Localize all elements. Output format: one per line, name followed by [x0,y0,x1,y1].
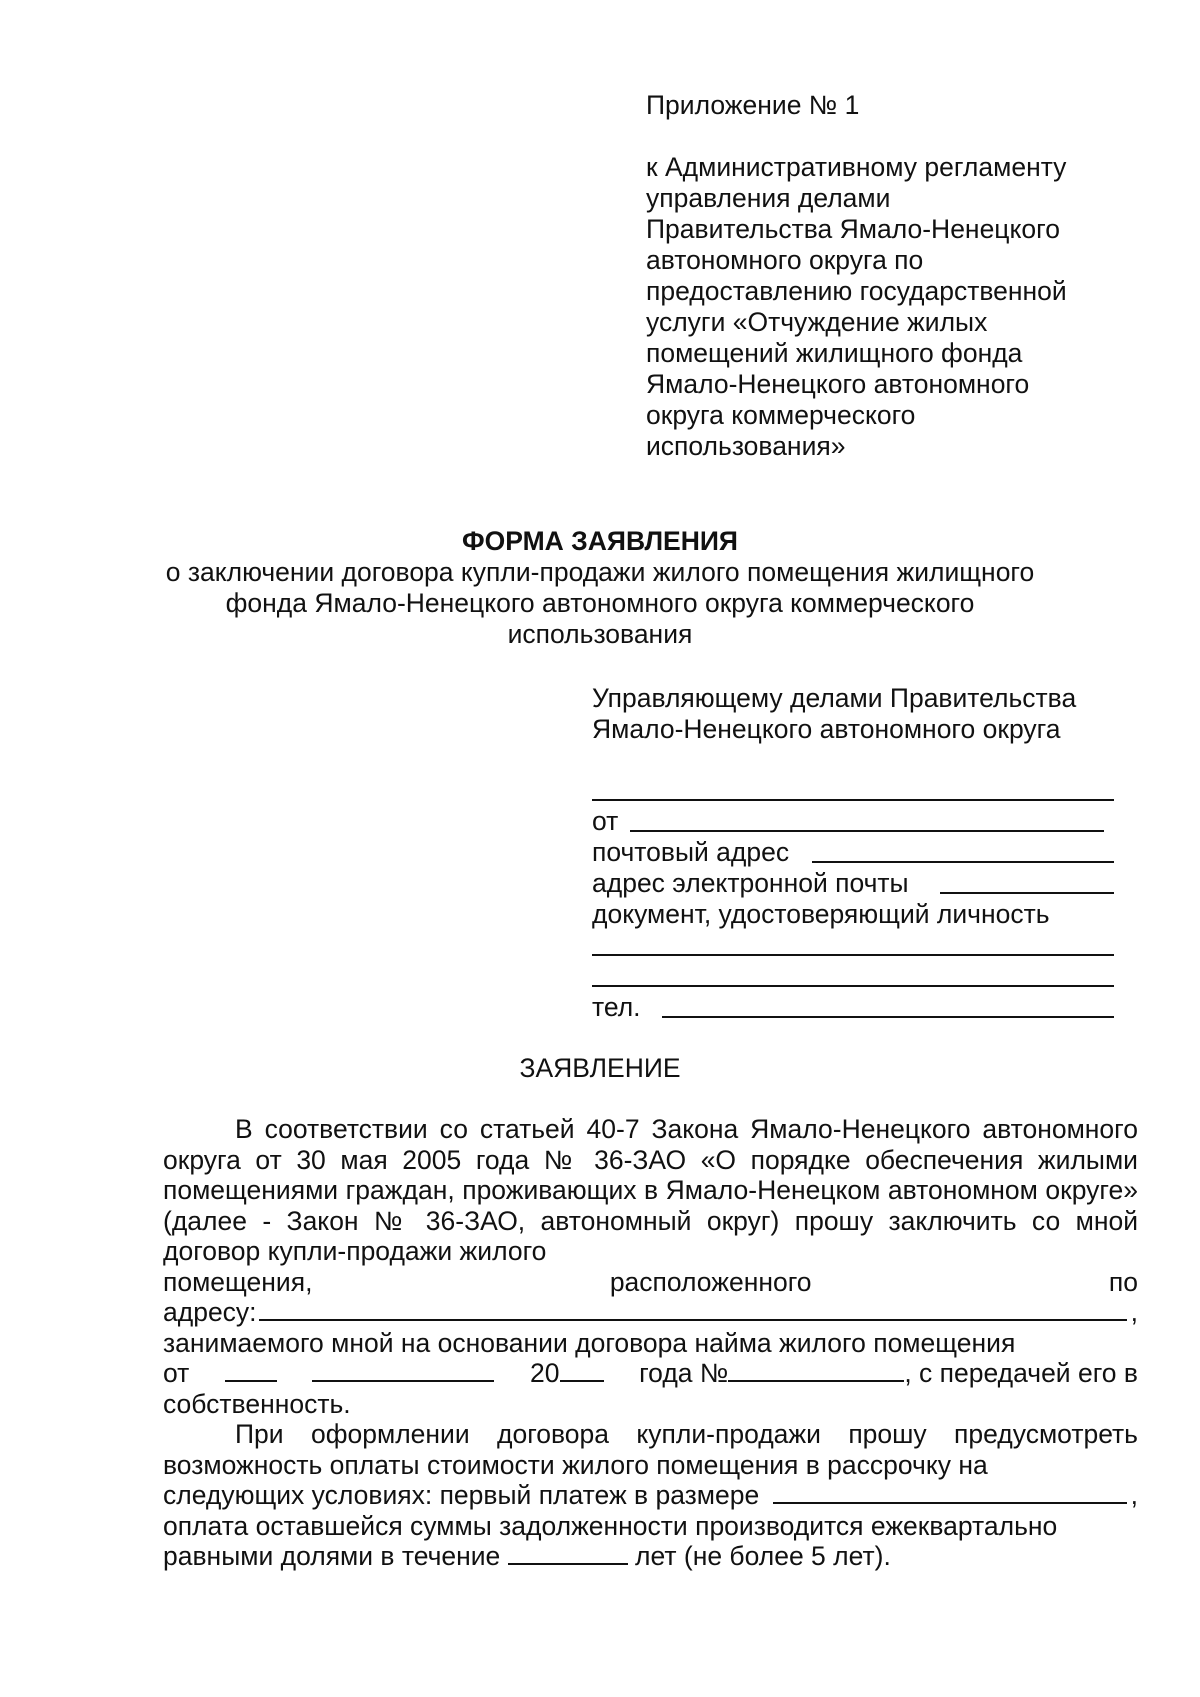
first-payment-label: следующих условиях: первый платеж в размере [163,1480,760,1510]
ownership-line: собственность. [163,1388,351,1419]
address-label: адресу: [163,1297,257,1327]
term-suffix: лет (не более 5 лет). [635,1541,891,1571]
appendix-line: услуги «Отчуждение жилых [646,307,988,337]
email-label: адрес электронной почты [592,868,909,898]
from-label: от [592,806,619,836]
appendix-line: автономного округа по [646,245,924,275]
address-underline[interactable] [259,1297,1127,1321]
appendix-line: использования» [646,431,846,461]
contract-date-line [163,1358,1138,1389]
day-underline[interactable] [225,1358,277,1382]
from-row [592,806,1112,837]
id-doc-line-row [592,961,1112,992]
word: расположенного [609,1266,812,1297]
year-word: года № [639,1358,729,1388]
blank-underline[interactable] [592,799,1114,801]
blank-line-row [592,775,1112,806]
form-subtitle-line: о заключении договора купли-продажи жилого помещения жилищного [165,557,1035,587]
word: помещения, [163,1266,313,1297]
transfer-text: , с передачей его в [904,1358,1138,1388]
paragraph-1-last-words [163,1267,1138,1298]
phone-underline[interactable] [662,1016,1114,1018]
paragraph-1-text: В соответствии со статьей 40-7 Закона Ямало-Ненецкого автономного округа от 30 мая 2005 года № 36-ЗАО «О порядке обеспечения жилыми помещениями граждан, проживающих в Ямало-Ненецком автономном округе» (далее - Закон № 36-ЗАО, автономный округ) прошу заключить со мной договор купли-продажи жилого [163,1114,1138,1266]
appendix-line: округа коммерческого [646,400,916,430]
id-doc-underline[interactable] [592,985,1114,987]
phone-label: тел. [592,992,641,1022]
year-number-group [639,1358,1138,1389]
appendix-line: помещений жилищного фонда [646,338,1023,368]
form-title-block [150,526,1050,650]
appendix-line: Ямало-Ненецкого автономного [646,369,1030,399]
first-payment-end: , [1130,1480,1138,1510]
id-doc-label: документ, удостоверяющий личность [592,899,1050,929]
appendix-line: Правительства Ямало-Ненецкого [646,214,1060,244]
postal-underline[interactable] [812,861,1114,863]
form-subtitle-line: фонда Ямало-Ненецкого автономного округа коммерческого [225,588,975,618]
month-underline[interactable] [312,1358,494,1382]
term-line [163,1541,1138,1572]
remaining-payment-line: оплата оставшейся суммы задолженности производится ежеквартально [163,1510,1058,1541]
appendix-line: предоставлению государственной [646,276,1067,306]
date-from-label: от [163,1358,190,1388]
term-underline[interactable] [508,1541,628,1565]
addressee-line: Ямало-Ненецкого автономного округа [592,714,1061,744]
term-prefix: равными долями в течение [163,1541,501,1571]
form-title: ФОРМА ЗАЯВЛЕНИЯ [462,526,738,556]
year-prefix: 20 [530,1358,560,1388]
addressee-line: Управляющему делами Правительства [592,683,1077,713]
application-heading: ЗАЯВЛЕНИЕ [519,1053,681,1083]
paragraph-2-text: При оформлении договора купли-продажи прошу предусмотреть возможность оплаты стоимости жилого помещения в рассрочку на [163,1419,1138,1480]
applicant-fields [592,775,1112,1023]
from-underline[interactable] [630,830,1104,832]
year-group [530,1358,603,1389]
address-line [163,1297,1138,1328]
year-underline[interactable] [560,1358,604,1382]
email-row [592,868,1112,899]
appendix-line: к Административному регламенту [646,152,1067,182]
first-payment-line [163,1480,1138,1511]
id-doc-row [592,899,1112,930]
form-subtitle-line: использования [507,619,693,649]
addressee-block [592,683,1112,745]
email-underline[interactable] [940,892,1114,894]
appendix-line: управления делами [646,183,891,213]
address-end: , [1130,1297,1138,1327]
occupied-line: занимаемого мной на основании договора найма жилого помещения [163,1327,1016,1358]
appendix-number: Приложение № 1 [646,90,860,120]
appendix-header [646,90,1126,462]
application-body [163,1114,1138,1572]
phone-row [592,992,1112,1023]
first-payment-underline[interactable] [773,1480,1126,1504]
postal-label: почтовый адрес [592,837,790,867]
postal-row [592,837,1112,868]
word: по [1108,1266,1138,1297]
id-doc-underline[interactable] [592,954,1114,956]
id-doc-line-row [592,930,1112,961]
contract-number-underline[interactable] [728,1358,904,1382]
